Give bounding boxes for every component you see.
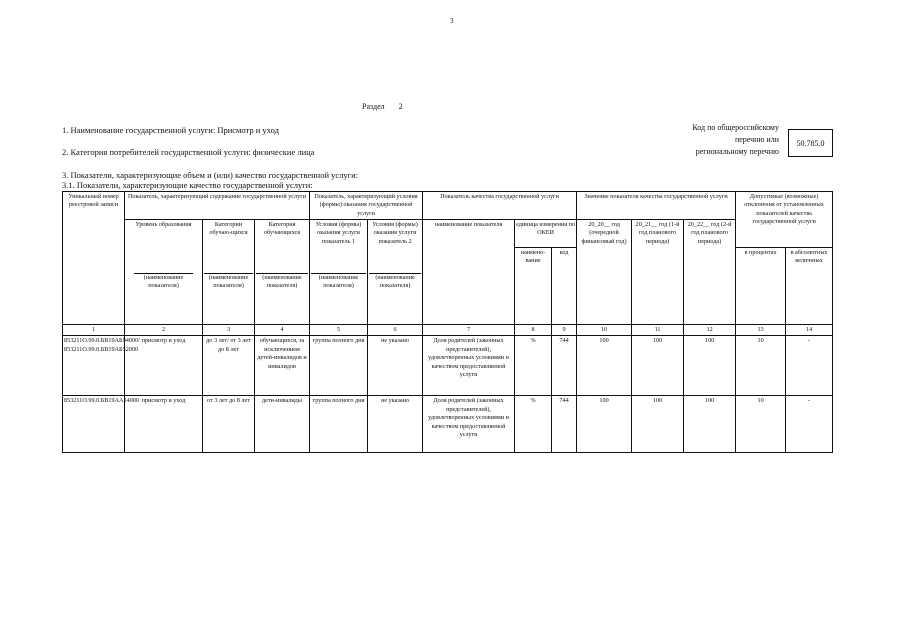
cell-form: группа полного дня [310, 336, 368, 396]
column-numbers-row [63, 325, 833, 336]
cell-deviation-percent: 10 [736, 396, 786, 453]
col-num: 5 [310, 325, 368, 336]
header-content-indicator: Показатель, характеризующий содержание государственной услуги [125, 192, 310, 220]
header-conditions-1-cell [310, 220, 368, 325]
header-level: Уровень образования [135, 221, 192, 229]
code-value-box: 50.785.0 [788, 129, 833, 157]
header-students-category-cell [255, 220, 310, 325]
cell-indicator: Доля родителей (законных представителей), удовлетворенных условиями и качеством предоставляемой услуги [423, 396, 515, 453]
table-row [63, 396, 833, 453]
cell-value-year-3: 100 [684, 336, 736, 396]
cell-unit-name: % [515, 336, 552, 396]
name-placeholder: (наименование показателя) [204, 273, 253, 291]
code-label-1: Код по общероссийскому [692, 123, 779, 132]
col-num: 1 [63, 325, 125, 336]
name-placeholder: (наименование показателя) [311, 273, 366, 291]
header-unit-code: код [552, 248, 577, 325]
name-placeholder: (наименование показателя) [369, 273, 421, 291]
cell-value-year-1: 100 [577, 336, 632, 396]
header-conditions-1: Условия (формы) оказания услуги показатель 1 [315, 221, 362, 245]
cell-unit-code: 744 [552, 336, 577, 396]
cell-content: присмотр и уход [125, 336, 203, 396]
col-num: 7 [423, 325, 515, 336]
col-num: 3 [203, 325, 255, 336]
cell-age: от 3 лет до 8 лет [203, 396, 255, 453]
code-label-2: перечню или [734, 135, 779, 144]
name-placeholder: (наименование показателя) [256, 273, 308, 291]
header-conditions-indicator: Показатель, характеризующий условия (формы) оказания государственной услуги [310, 192, 423, 220]
cell-form2: не указано [368, 396, 423, 453]
col-num: 2 [125, 325, 203, 336]
col-num: 13 [736, 325, 786, 336]
header-quality-value: Значение показателя качества государственной услуги [577, 192, 736, 220]
cell-form2: не указано [368, 336, 423, 396]
col-num: 8 [515, 325, 552, 336]
cell-content: присмотр и уход [125, 396, 203, 453]
cell-value-year-1: 100 [577, 396, 632, 453]
section-label: Раздел [362, 102, 385, 111]
volume-quality-line: 3. Показатели, характеризующие объем и (или) качество государственной услуги: [62, 170, 359, 180]
code-label [599, 122, 779, 158]
cell-category: обучающиеся, за исключением детей-инвалидов и инвалидов [255, 336, 310, 396]
quality-indicators-table [62, 191, 833, 453]
cell-category: дети-инвалиды [255, 396, 310, 453]
cell-form: группа полного дня [310, 396, 368, 453]
header-unit-name: наимено-вание [515, 248, 552, 325]
header-unit: единица измерения по ОКЕИ [515, 220, 577, 248]
code-label-3: региональному перечню [695, 147, 779, 156]
col-num: 11 [632, 325, 684, 336]
header-unique-number: Уникальный номер реестровой записи [63, 192, 125, 325]
col-num: 10 [577, 325, 632, 336]
category-line: 2. Категория потребителей государственной услуги: физические лица [62, 147, 315, 157]
header-students-cat-cell [203, 220, 255, 325]
section-heading [362, 102, 403, 111]
cell-deviation-absolute: - [786, 396, 833, 453]
header-year-2: 20_21__ год (1-й год планового периода) [632, 220, 684, 325]
header-conditions-2-cell [368, 220, 423, 325]
cell-age: до 3 лет/ от 3 лет до 8 лет [203, 336, 255, 396]
header-percent: в процентах [736, 248, 786, 325]
header-allowed-deviation: Допустимые (возможные) отклонения от установленных показателей качества государственной услуги [736, 192, 833, 248]
section-number: 2 [398, 102, 403, 111]
cell-unit-code: 744 [552, 396, 577, 453]
col-num: 6 [368, 325, 423, 336]
header-indicator-name: наименование показателя [423, 220, 515, 325]
header-conditions-2: Условия (формы) оказания услуги показатель 2 [372, 221, 418, 245]
cell-value-year-2: 100 [632, 396, 684, 453]
cell-indicator: Доля родителей (законных представителей), удовлетворенных условиями и качеством предоставляемой услуги [423, 336, 515, 396]
cell-unit-name: % [515, 396, 552, 453]
cell-registry: 853211О.99.0.БВ19АА14000 [63, 396, 125, 453]
header-students-cat: Категории обучаю-щихся [209, 221, 248, 237]
header-quality-indicator: Показатель качества государственной услуги [423, 192, 577, 220]
cell-deviation-percent: 10 [736, 336, 786, 396]
header-content-level-cell [125, 220, 203, 325]
header-year-1: 20_20__ год (очередной финансовый год) [577, 220, 632, 325]
col-num: 14 [786, 325, 833, 336]
service-name-line: 1. Наименование государственной услуги: Присмотр и уход [62, 125, 279, 135]
cell-value-year-3: 100 [684, 396, 736, 453]
cell-registry: 853211О.99.0.БВ19АБ94000/ 853211О.99.0.БВ19АБ52000 [63, 336, 125, 396]
header-students-category: Категория обучающихся [263, 221, 301, 237]
page-number: 3 [450, 17, 454, 25]
header-year-3: 20_22__ год (2-й год планового периода) [684, 220, 736, 325]
col-num: 9 [552, 325, 577, 336]
header-absolute: в абсолютных величинах [786, 248, 833, 325]
cell-value-year-2: 100 [632, 336, 684, 396]
cell-deviation-absolute: - [786, 336, 833, 396]
quality-indicators-line: 3.1. Показатели, характеризующие качество государственной услуги: [62, 180, 313, 190]
name-placeholder: (наименование показателя) [134, 273, 193, 291]
table-row [63, 336, 833, 396]
col-num: 4 [255, 325, 310, 336]
col-num: 12 [684, 325, 736, 336]
